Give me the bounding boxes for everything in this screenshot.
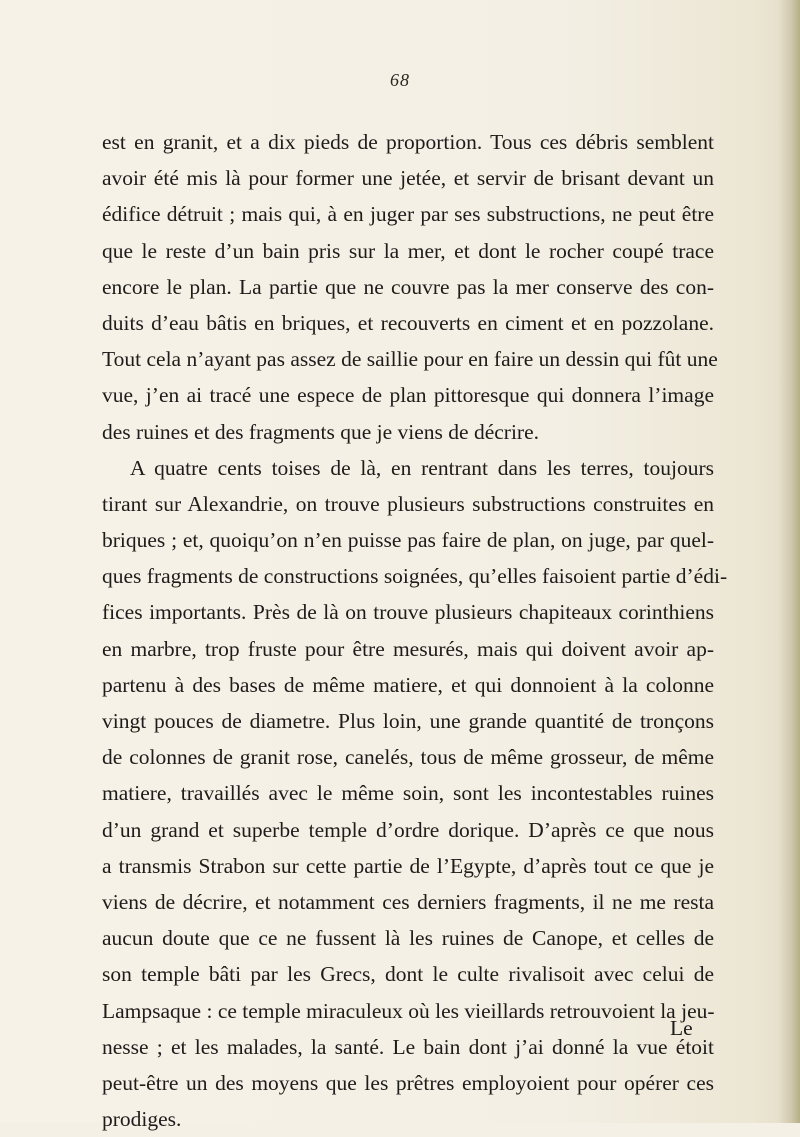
text-line: avoir été mis là pour former une jetée, et servir de brisant devant un — [102, 166, 714, 191]
text-line: tirant sur Alexandrie, on trouve plusieurs substructions construites en — [102, 491, 714, 516]
text-line: fices importants. Près de là on trouve plusieurs chapiteaux corinthiens — [102, 600, 714, 625]
text-line: de colonnes de granit rose, canelés, tous de même grosseur, de même — [102, 745, 714, 770]
text-line: est en granit, et a dix pieds de proportion. Tous ces débris semblent — [102, 130, 714, 154]
text-line: nesse ; et les malades, la santé. Le bain dont j’ai donné la vue étoit — [102, 1034, 714, 1059]
text-line: que le reste d’un bain pris sur la mer, et dont le rocher coupé trace — [102, 238, 714, 263]
text-line: vue, j’en ai tracé une espece de plan pittoresque qui donnera l’image — [102, 383, 714, 408]
text-line: viens de décrire, et notamment ces derniers fragments, il ne me resta — [102, 889, 714, 914]
text-line: peut-être un des moyens que les prêtres employoient pour opérer ces — [102, 1070, 714, 1095]
page-edge — [778, 0, 800, 1123]
text-line: vingt pouces de diametre. Plus loin, une grande quantité de tronçons — [102, 709, 714, 733]
text-line: A quatre cents toises de là, en rentrant dans les terres, toujours — [130, 455, 714, 480]
body-text — [102, 124, 728, 1137]
text-line: des ruines et des fragments que je viens de décrire. — [102, 419, 540, 444]
text-line: son temple bâti par les Grecs, dont le culte rivalisoit avec celui de — [102, 962, 714, 987]
text-line: briques ; et, quoiqu’on n’en puisse pas faire de plan, on juge, par quel- — [102, 528, 714, 553]
text-line: prodiges. — [102, 1107, 182, 1132]
text-line: Tout cela n’ayant pas assez de saillie pour en faire un dessin qui fût une — [102, 347, 718, 372]
text-line: partenu à des bases de même matiere, et qui donnoient à la colonne — [102, 672, 714, 697]
text-line: ques fragments de constructions soignées, qu’elles faisoient partie d’édi- — [102, 564, 728, 589]
text-line: édifice détruit ; mais qui, à en juger par ses substructions, ne peut être — [102, 202, 714, 227]
text-line: a transmis Strabon sur cette partie de l’Egypte, d’après tout ce que je — [102, 853, 714, 878]
text-line: d’un grand et superbe temple d’ordre dorique. D’après ce que nous — [102, 817, 714, 842]
text-line: matiere, travaillés avec le même soin, sont les incontestables ruines — [102, 781, 714, 806]
text-line: en marbre, trop fruste pour être mesurés, mais qui doivent avoir ap- — [102, 636, 714, 661]
text-line: Lampsaque : ce temple miraculeux où les vieillards retrouvoient la jeu- — [102, 998, 715, 1023]
text-line: aucun doute que ce ne fussent là les ruines de Canope, et celles de — [102, 926, 714, 951]
text-line: encore le plan. La partie que ne couvre pas la mer conserve des con- — [102, 274, 714, 299]
text-line: duits d’eau bâtis en briques, et recouverts en ciment et en pozzolane. — [102, 310, 714, 335]
catchword: Le — [670, 1016, 693, 1040]
page-number: 68 — [390, 70, 410, 90]
